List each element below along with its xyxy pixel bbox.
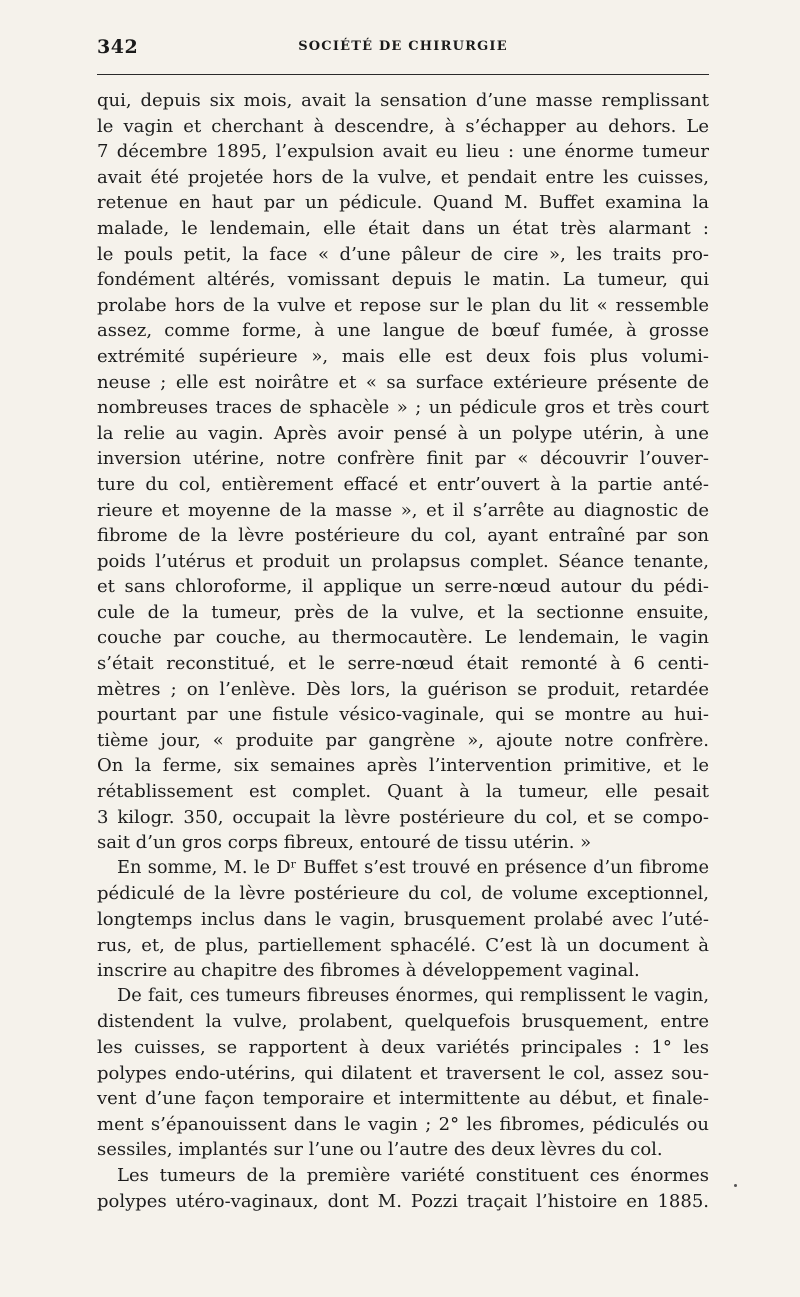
text-line: polypes endo-utérins, qui dilatent et traversent le col, assez sou- xyxy=(97,1062,709,1084)
text-line: mètres ; on l’enlève. Dès lors, la guérison se produit, retardée xyxy=(97,678,709,700)
text-line: s’était reconstitué, et le serre-nœud était remonté à 6 centi- xyxy=(97,653,709,675)
text-line: le vagin et cherchant à descendre, à s’échapper au dehors. Le xyxy=(97,115,709,137)
text-line: polypes utéro-vaginaux, dont M. Pozzi traçait l’histoire en 1885. xyxy=(97,1190,709,1212)
body-text xyxy=(97,88,709,1214)
text-line: pédiculé de la lèvre postérieure du col, de volume exceptionnel, xyxy=(97,883,709,905)
text-line: prolabe hors de la vulve et repose sur le plan du lit « ressemble xyxy=(97,294,709,316)
running-title: SOCIÉTÉ DE CHIRURGIE xyxy=(298,39,508,54)
text-line: malade, le lendemain, elle était dans un état très alarmant : xyxy=(97,217,709,239)
text-line: rus, et, de plus, partiellement sphacélé. C’est là un document à xyxy=(97,934,709,956)
text-line: nombreuses traces de sphacèle » ; un pédicule gros et très court xyxy=(97,397,709,419)
text-line: De fait, ces tumeurs fibreuses énormes, qui remplissent le vagin, xyxy=(117,985,709,1006)
text-line: inscrire au chapitre des fibromes à développement vaginal. xyxy=(97,960,640,982)
text-line: longtemps inclus dans le vagin, brusquement prolabé avec l’uté- xyxy=(97,909,709,930)
text-line: On la ferme, six semaines après l’intervention primitive, et le xyxy=(97,755,709,777)
text-line: la relie au vagin. Après avoir pensé à un polype utérin, à une xyxy=(97,422,709,444)
header-rule xyxy=(97,74,709,75)
text-line: tième jour, « produite par gangrène », ajoute notre confrère. xyxy=(97,729,709,751)
text-line: les cuisses, se rapportent à deux variétés principales : 1° les xyxy=(97,1036,709,1058)
text-line: fondément altérés, vomissant depuis le matin. La tumeur, qui xyxy=(97,269,709,291)
text-line: et sans chloroforme, il applique un serre-nœud autour du pédi- xyxy=(97,576,709,598)
text-line: pourtant par une fistule vésico-vaginale, qui se montre au hui- xyxy=(97,704,709,726)
text-line: extrémité supérieure », mais elle est deux fois plus volumi- xyxy=(97,345,709,367)
text-line: sait d’un gros corps fibreux, entouré de tissu utérin. » xyxy=(97,832,592,854)
text-line: ment s’épanouissent dans le vagin ; 2° les fibromes, pédiculés ou xyxy=(97,1113,709,1135)
text-line: ture du col, entièrement effacé et entr’ouvert à la partie anté- xyxy=(97,473,709,495)
text-line: En somme, M. le Dʳ Buffet s’est trouvé en présence d’un fibrome xyxy=(117,857,709,878)
text-line: avait été projetée hors de la vulve, et pendait entre les cuisses, xyxy=(97,166,709,188)
text-line: 7 décembre 1895, l’expulsion avait eu lieu : une énorme tumeur xyxy=(97,141,709,163)
text-line: rieure et moyenne de la masse », et il s’arrête au diagnostic de xyxy=(97,499,709,521)
text-line: sessiles, implantés sur l’une ou l’autre des deux lèvres du col. xyxy=(97,1139,663,1161)
page-number: 342 xyxy=(97,36,139,58)
text-line: assez, comme forme, à une langue de bœuf fumée, à grosse xyxy=(97,320,709,342)
text-line: retenue en haut par un pédicule. Quand M. Buffet examina la xyxy=(97,192,709,214)
text-line: rétablissement est complet. Quant à la tumeur, elle pesait xyxy=(97,781,709,803)
text-line: fibrome de la lèvre postérieure du col, ayant entraîné par son xyxy=(97,525,709,547)
text-line: vent d’une façon temporaire et intermittente au début, et finale- xyxy=(97,1088,709,1110)
print-speck xyxy=(734,1184,737,1187)
text-line: neuse ; elle est noirâtre et « sa surface extérieure présente de xyxy=(97,371,709,393)
text-line: inversion utérine, notre confrère finit par « découvrir l’ouver- xyxy=(97,448,709,470)
text-line: poids l’utérus et produit un prolapsus complet. Séance tenante, xyxy=(97,550,709,572)
text-line: cule de la tumeur, près de la vulve, et la sectionne ensuite, xyxy=(97,601,709,623)
text-line: Les tumeurs de la première variété constituent ces énormes xyxy=(117,1164,709,1186)
page-header xyxy=(97,36,709,58)
text-line: le pouls petit, la face « d’une pâleur de cire », les traits pro- xyxy=(97,243,709,265)
text-line: couche par couche, au thermocautère. Le lendemain, le vagin xyxy=(97,627,709,649)
text-line: distendent la vulve, prolabent, quelquefois brusquement, entre xyxy=(97,1011,709,1033)
text-line: 3 kilogr. 350, occupait la lèvre postérieure du col, et se compo- xyxy=(97,806,709,828)
text-line: qui, depuis six mois, avait la sensation d’une masse remplissant xyxy=(97,90,709,111)
